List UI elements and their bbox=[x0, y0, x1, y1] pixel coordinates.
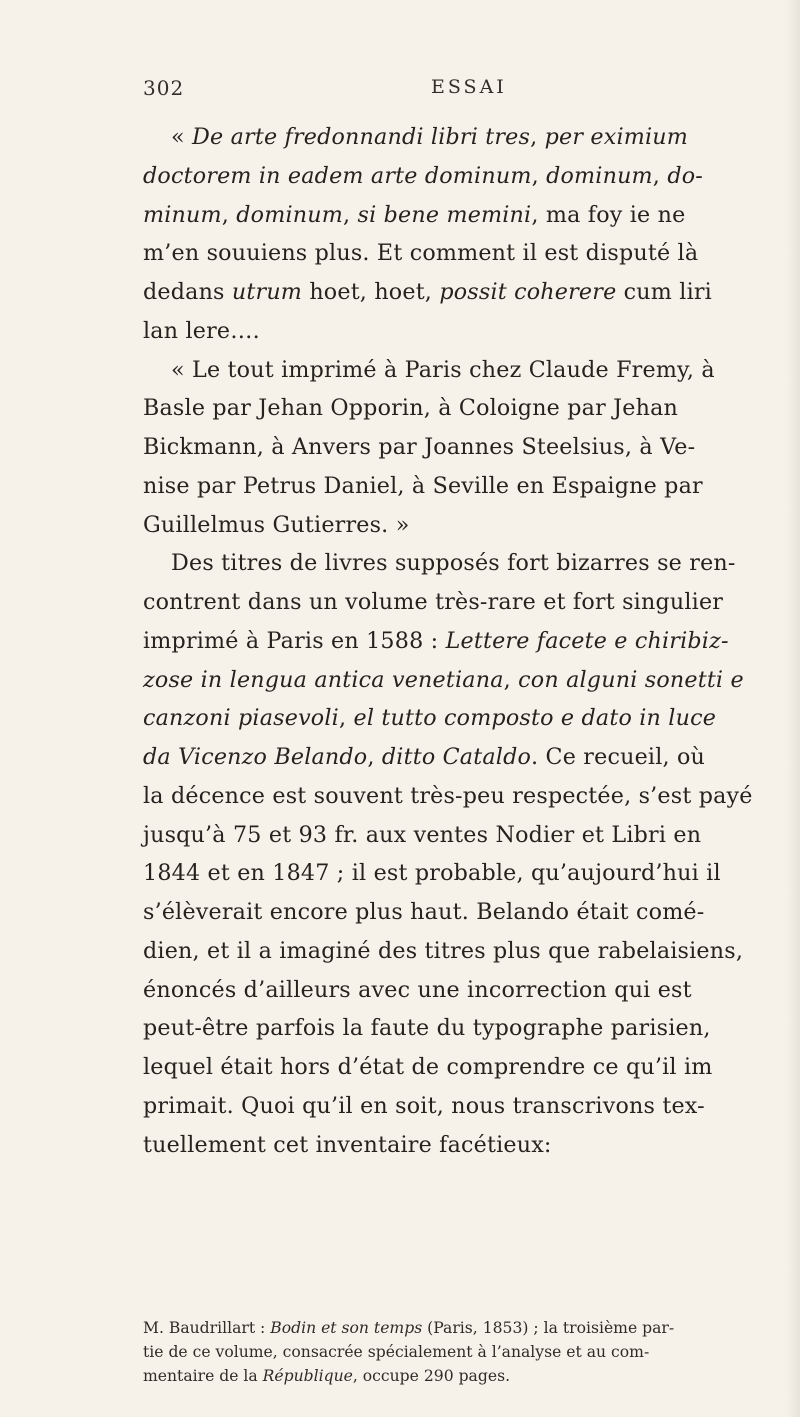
text-line: primait. Quoi qu’il en soit, nous transcrivons tex- bbox=[143, 1092, 705, 1119]
italic-title: doctorem in eadem arte dominum bbox=[143, 162, 532, 189]
text-line: lequel était hors d’état de comprendre ce qu’il im bbox=[143, 1054, 713, 1080]
text-span: « bbox=[171, 124, 193, 150]
text-line: la décence est souvent très-peu respectée, s’est payé bbox=[143, 782, 753, 809]
italic-title: utrum bbox=[231, 279, 303, 305]
italic-title: minum bbox=[143, 201, 222, 228]
italic-title: per eximium bbox=[544, 124, 689, 150]
text-span: . Ce recueil, où bbox=[531, 744, 706, 770]
italic-title: possit coherere bbox=[439, 279, 617, 305]
text-line bbox=[143, 312, 641, 351]
italic-title: République bbox=[262, 1367, 353, 1385]
text-line: contrent dans un volume très-rare et fort singulier bbox=[143, 589, 724, 615]
italic-title: do- bbox=[667, 162, 703, 189]
italic-title: con alguni sonetti e bbox=[518, 666, 744, 693]
italic-title: Lettere facete e chiribiz- bbox=[445, 627, 729, 654]
text-span: , bbox=[530, 124, 545, 150]
text-line bbox=[143, 622, 729, 661]
italic-title: si bene memini bbox=[357, 201, 532, 228]
running-head bbox=[143, 76, 641, 102]
text-span: , bbox=[221, 201, 237, 228]
text-line: jusqu’à 75 et 93 fr. aux ventes Nodier et Libri en bbox=[143, 821, 702, 848]
text-span: , bbox=[503, 666, 519, 693]
text-line: 1844 et en 1847 ; il est probable, qu’aujourd’hui il bbox=[143, 860, 721, 887]
text-span: mentaire de la bbox=[143, 1367, 263, 1385]
text-line bbox=[143, 157, 703, 196]
text-span: , bbox=[531, 162, 547, 189]
footnote-line bbox=[143, 1316, 675, 1340]
text-line bbox=[143, 273, 712, 312]
text-line: dien, et il a imaginé des titres plus que rabelaisiens, bbox=[143, 937, 744, 964]
text-line bbox=[143, 118, 689, 157]
main-text bbox=[143, 118, 753, 1164]
italic-title: zose in lengua antica venetiana bbox=[143, 666, 504, 693]
italic-title: el tutto composto e dato in luce bbox=[353, 705, 717, 732]
text-line bbox=[143, 661, 744, 700]
text-span: m’en souuiens plus. Et comment il est disputé là bbox=[143, 240, 699, 267]
text-span: M. Baudrillart : bbox=[143, 1319, 271, 1337]
running-title: ESSAI bbox=[431, 76, 507, 98]
text-line bbox=[143, 699, 717, 738]
text-span: , bbox=[652, 162, 668, 189]
italic-title: Bodin et son temps bbox=[270, 1319, 423, 1337]
text-line bbox=[143, 738, 706, 777]
text-line: s’élèverait encore plus haut. Belando était comé- bbox=[143, 899, 705, 925]
text-line: Basle par Jehan Opporin, à Coloigne par Jehan bbox=[143, 395, 678, 422]
text-line: peut-être parfois la faute du typographe parisien, bbox=[143, 1015, 711, 1042]
text-span: , bbox=[338, 705, 354, 732]
text-span: (Paris, 1853) ; la troisième par- bbox=[422, 1319, 675, 1337]
text-line: tuellement cet inventaire facétieux: bbox=[143, 1131, 552, 1158]
text-span: , bbox=[343, 201, 358, 228]
text-span: , bbox=[367, 744, 382, 770]
text-line bbox=[143, 234, 699, 273]
text-span: , occupe 290 pages. bbox=[352, 1367, 511, 1385]
text-span: cum liri bbox=[616, 279, 712, 305]
text-span: hoet, hoet, bbox=[302, 279, 440, 305]
italic-title: dominum bbox=[546, 162, 653, 189]
text-line: énoncés d’ailleurs avec une incorrection qui est bbox=[143, 976, 692, 1003]
page-number: 302 bbox=[143, 76, 185, 100]
italic-title: ditto Cataldo bbox=[381, 744, 532, 770]
footnote-line bbox=[143, 1364, 641, 1388]
text-line: Guillelmus Gutierres. » bbox=[143, 511, 410, 538]
text-line: Bickmann, à Anvers par Joannes Steelsius, à Ve- bbox=[143, 434, 696, 460]
text-line: nise par Petrus Daniel, à Seville en Espaigne par bbox=[143, 472, 703, 499]
text-span: lan lere…. bbox=[143, 317, 260, 344]
text-span: imprimé à Paris en 1588 : bbox=[143, 627, 446, 654]
italic-title: canzoni piasevoli bbox=[143, 705, 339, 732]
page-edge-shadow bbox=[786, 0, 800, 1417]
text-line bbox=[143, 196, 686, 235]
text-span: , ma foy ie ne bbox=[531, 201, 686, 228]
italic-title: da Vicenzo Belando bbox=[143, 744, 368, 770]
text-span: dedans bbox=[143, 279, 232, 305]
footnote bbox=[143, 1316, 675, 1388]
text-line: Des titres de livres supposés fort bizarres se ren- bbox=[171, 550, 736, 577]
italic-title: dominum bbox=[236, 201, 343, 228]
footnote-line: tie de ce volume, consacrée spécialement à l’analyse et au com- bbox=[143, 1343, 650, 1361]
italic-title: De arte fredonnandi libri tres bbox=[192, 124, 531, 150]
text-line: « Le tout imprimé à Paris chez Claude Fremy, à bbox=[171, 356, 715, 383]
